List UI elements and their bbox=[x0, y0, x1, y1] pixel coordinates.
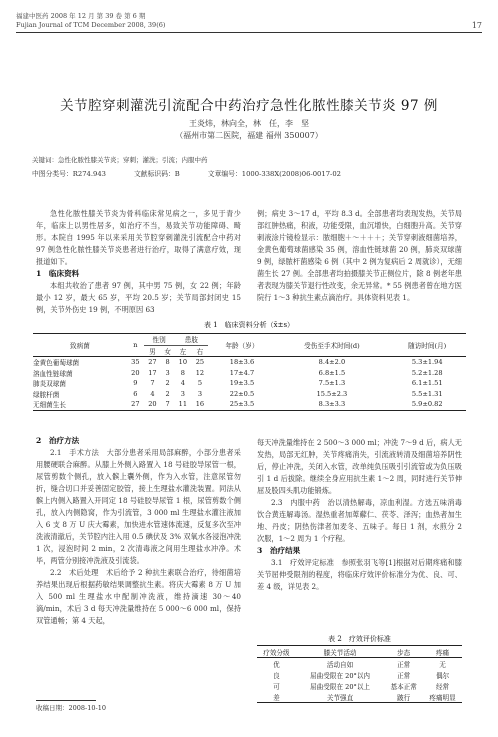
t2-cell: 差 bbox=[257, 691, 296, 703]
table-cell-name: 无细菌生长 bbox=[33, 399, 127, 410]
table-cell-female: 2 bbox=[165, 379, 170, 388]
t2-header-cell: 疼痛 bbox=[423, 646, 462, 658]
t2-cell: 疼痛明显 bbox=[423, 691, 462, 703]
journal-header bbox=[16, 12, 484, 30]
table-cell-age: 22±0.5 bbox=[229, 389, 255, 398]
clc-number: 中图分类号：R274.943 bbox=[32, 170, 107, 178]
table-cell-n: 27 bbox=[127, 399, 144, 410]
t2-cell: 经常 bbox=[435, 682, 450, 691]
col-n: n bbox=[127, 334, 144, 357]
col-time: 受伤至手术时间(d) bbox=[275, 334, 388, 357]
table-cell-name: 金黄色葡萄球菌 bbox=[33, 359, 80, 368]
doc-code: 文献标识码：B bbox=[134, 170, 180, 178]
t2-cell: 偶尔 bbox=[435, 671, 450, 680]
col-left: 左 bbox=[174, 345, 191, 357]
t2-cell: 基本正常 bbox=[390, 682, 417, 691]
table-cell-female: 7 bbox=[161, 399, 174, 410]
article-number: 文章编号：1000-338X(2008)06-0017-02 bbox=[207, 170, 341, 178]
table-cell-age: 19±3.5 bbox=[229, 379, 255, 388]
table1-caption: 表 1 临床资料分析（x̄±s） bbox=[203, 321, 295, 329]
t2-cell: 屈曲受限在 20°以内 bbox=[310, 671, 371, 680]
table-cell-time: 8.3±3.3 bbox=[275, 399, 388, 410]
postop-paragraph: 2.2 术后处理 术后给予 2 种抗生素联合治疗，待细菌培养结果出现后根据药敏结果调整抗生素。将庆大霉素 8 万 U 加入 500 ml 生理盐水中配制冲洗液，维持滴速 30～40 滴/min，术后 3 d 每天冲洗量维持在 5 000～6 000 ml，保持双管通畅；第 4 天起， bbox=[36, 568, 241, 625]
journal-header-cn: 福建中医药 2008 年 12 月 第 39 卷 第 6 期 bbox=[16, 12, 146, 20]
table-cell-left: 4 bbox=[180, 379, 185, 388]
table-cell-right: 3 bbox=[197, 389, 203, 398]
table-row bbox=[257, 691, 462, 703]
table-cell-follow: 5.2±1.28 bbox=[411, 368, 443, 377]
right-column-bottom bbox=[257, 437, 462, 593]
clinical-data-table bbox=[33, 333, 466, 411]
t2-header-cell: 疗效分级 bbox=[257, 646, 296, 658]
col-age: 年龄（岁） bbox=[208, 334, 275, 357]
table-cell-female: 3 bbox=[165, 368, 170, 377]
table-cell-female: 8 bbox=[165, 358, 170, 367]
table-cell-male: 20 bbox=[144, 399, 161, 410]
table-cell-right: 16 bbox=[191, 399, 208, 410]
right-column-top bbox=[257, 208, 462, 304]
table-cell-age: 18±3.6 bbox=[229, 358, 255, 367]
table-cell-follow: 5.9±0.82 bbox=[388, 399, 466, 410]
section-heading-methods: 2 治疗方法 bbox=[36, 436, 80, 445]
table-cell-right: 12 bbox=[195, 368, 205, 377]
table-cell-female: 2 bbox=[165, 389, 170, 398]
t2-cell: 优 bbox=[273, 660, 280, 669]
table2-caption: 表 2 疗效评价标准 bbox=[328, 635, 391, 643]
surgery-paragraph: 2.1 手术方法 大部分患者采用局部麻醉，小部分患者采用腰硬联合麻醉。从膝上外侧入路置入 18 号硅胶导尿管一根，尿管剪数个侧孔，放入髌上囊外侧，作为入水管，注意尿管勿折，缝合切口并妥善固定胶管，接上生理盐水灌洗装置。同法从髌上内侧入路置入开同定 18 号硅胶导尿管 1 根，尿管剪数个侧孔，放入内侧隐窝，作为引流管，3 000 ml 生理盐水灌注液加入 6 支 8 万 U 庆大霉素，加快进水管速体流速，反复多次至冲洗液清澈后，关节腔内注入用 0.5 碘伏及 3% 双氧水各浸泡冲洗 1 次，浸泡时间 2 min，2 次清毒液之间用生理盐水冲净。术毕，两管分别接冲洗液及引流袋。 bbox=[36, 448, 241, 565]
col-female: 女 bbox=[161, 345, 174, 357]
t2-cell: 正常 bbox=[397, 660, 411, 669]
efficacy-criteria-table bbox=[257, 645, 462, 703]
table-cell-name: 绿脓杆菌 bbox=[33, 390, 60, 399]
section-heading-results: 3 治疗结果 bbox=[257, 546, 301, 555]
table-cell-n: 20 bbox=[131, 368, 140, 377]
table-cell-n: 35 bbox=[131, 358, 140, 367]
table-row bbox=[257, 658, 462, 670]
col-followup: 随访时间(月) bbox=[388, 334, 466, 357]
table-cell-male: 17 bbox=[148, 368, 157, 377]
table-cell-right: 25 bbox=[195, 358, 205, 367]
table-cell-follow: 5.5±1.31 bbox=[411, 389, 443, 398]
keywords: 关键词：急性化脓性膝关节炎；穿刺；灌洗；引流；内服中药 bbox=[32, 156, 208, 164]
table-row bbox=[33, 357, 466, 368]
t2-cell: 无 bbox=[439, 660, 446, 669]
postop-paragraph-cont: 每天冲洗量维持在 2 500～3 000 ml；冲洗 7～9 d 后，病人无发热，局部无红肿，关节疼痛消失，引流液转清及细菌培养阴性后，停止冲洗，关闭入水管，改单纯负压吸引引流管或为负压吸引 1 d 后拔除。继续全身应用抗生素 1～2 周，同时进行关节伸屈及股四头肌功能锻炼。 bbox=[257, 438, 462, 495]
table-row bbox=[257, 680, 462, 691]
article-meta bbox=[32, 168, 472, 178]
t2-header-cell: 膝关节活动 bbox=[296, 646, 384, 658]
medicine-paragraph: 2.3 内服中药 治以清热解毒，凉血利湿。方选五味消毒饮合黄连解毒汤。湿热重者加萆薢仁、茯苓、泽泻；血热者加生地、丹皮；阴热伤津者加麦冬、五味子。每日 1 剂，水煎分 2 次服，1～2 周为 1 个疗程。 bbox=[257, 498, 462, 543]
table-cell-age: 25±3.5 bbox=[208, 399, 275, 410]
table-row bbox=[257, 669, 462, 680]
left-column-bottom bbox=[36, 435, 241, 627]
table-cell-left: 11 bbox=[174, 399, 191, 410]
table-cell-name: 肺炎双球菌 bbox=[33, 380, 66, 389]
table-cell-time: 15.5±2.3 bbox=[316, 389, 348, 398]
clinical-paragraph-cont: 例；病史 3～17 d，平均 8.3 d。全部患者均表现发热，关节局部红肿热痛，积液，功能受限，血沉增快，白细胞升高。关节穿刺液涂片镜检显示：脓细胞＋～＋＋＋；关节穿刺液细菌培养，金黄色葡萄球菌感染 35 例，溶血性链球菌 20 例，肺炎双球菌 9 例，绿脓杆菌感染 6 例（其中 2 例为复病后 2 周就诊），无细菌生长 27 例。全部患者均拍摄膝关节正侧位片，除 8 例老年患者表现为膝关节退行性改变，余无异常。* 55 例患者曾在地方医院行 1～3 种抗生素点滴治疗。具体资料见表 1。 bbox=[257, 209, 462, 302]
table-row bbox=[33, 399, 466, 410]
table-row bbox=[33, 368, 466, 379]
table-cell-follow: 6.1±1.51 bbox=[411, 379, 443, 388]
t2-cell: 活动自如 bbox=[326, 660, 354, 669]
received-date: 收稿日期：2008-10-10 bbox=[36, 704, 106, 712]
t2-cell: 可 bbox=[273, 682, 280, 691]
intro-paragraph: 急性化脓性膝关节炎为骨科临床常见病之一，多见于青少年，临床上以男性居多，如治疗不当，易致关节功能障碍、畸形。本院自 1995 年以来采用关节腔穿刺灌洗引流配合中药对 97 例急性化脓性膝关节炎患者进行治疗，取得了满意疗效，现报道如下。 bbox=[36, 209, 241, 266]
t2-header-cell: 步态 bbox=[384, 646, 423, 658]
table-cell-follow: 5.3±1.94 bbox=[411, 358, 443, 367]
table-row bbox=[33, 389, 466, 400]
t2-cell: 良 bbox=[273, 671, 280, 680]
table-cell-left: 10 bbox=[178, 358, 188, 367]
col-right: 右 bbox=[191, 345, 208, 357]
header-rule bbox=[16, 32, 482, 33]
col-bacteria: 致病菌 bbox=[33, 334, 127, 357]
t2-cell: 跛行 bbox=[384, 691, 423, 703]
table-cell-left: 3 bbox=[180, 389, 185, 398]
table-row bbox=[33, 378, 466, 389]
table-cell-n: 9 bbox=[133, 379, 138, 388]
journal-header-en: Fujian Journal of TCM December 2008, 39(6) bbox=[16, 21, 166, 29]
table-cell-left: 8 bbox=[180, 368, 185, 377]
footnote-rule bbox=[36, 700, 96, 701]
table-cell-male: 4 bbox=[150, 389, 155, 398]
article-title: 关节腔穿刺灌洗引流配合中药治疗急性化脓性膝关节炎 97 例 bbox=[60, 98, 438, 114]
page-number: 17 bbox=[471, 21, 482, 30]
t2-cell: 正常 bbox=[397, 671, 411, 680]
col-sex: 性别 bbox=[144, 334, 174, 346]
table-cell-time: 6.8±1.5 bbox=[318, 368, 346, 377]
table-cell-n: 6 bbox=[133, 389, 138, 398]
table-cell-time: 8.4±2.0 bbox=[318, 358, 346, 367]
section-heading-clinical: 1 临床资料 bbox=[36, 269, 80, 278]
left-column-top bbox=[36, 208, 241, 316]
t2-cell: 关节强直 bbox=[296, 691, 384, 703]
table-cell-male: 27 bbox=[148, 358, 157, 367]
table-cell-right: 5 bbox=[197, 379, 203, 388]
col-lesion: 患肢 bbox=[174, 334, 208, 346]
table-cell-age: 17±4.7 bbox=[229, 368, 255, 377]
col-male: 男 bbox=[144, 345, 161, 357]
criteria-paragraph: 3.1 疗效评定标准 参照张羽飞等[1]根据对后期疼痛和膝关节屈伸受限剂的程度，将临床疗效评价标准分为优、良、可、差 4 级，详见表 2。 bbox=[257, 558, 462, 591]
t2-cell: 屈曲受限在 20°以上 bbox=[310, 682, 371, 691]
affiliation: （福州市第二医院，福建 福州 350007） bbox=[175, 131, 323, 140]
authors: 王炎炜，林向全，林 任，李 坚 bbox=[189, 119, 309, 128]
table-cell-male: 7 bbox=[150, 379, 155, 388]
table-cell-name: 溶血性链球菌 bbox=[33, 369, 73, 378]
clinical-paragraph: 本组共收治了患者 97 例，其中男 75 例，女 22 例；年龄最小 12 岁，最大 65 岁，平均 20.5 岁；关节局部封闭史 15 例，关节外伤史 19 例，不明原因 63 bbox=[36, 281, 241, 314]
table-cell-time: 7.5±1.3 bbox=[318, 379, 346, 388]
